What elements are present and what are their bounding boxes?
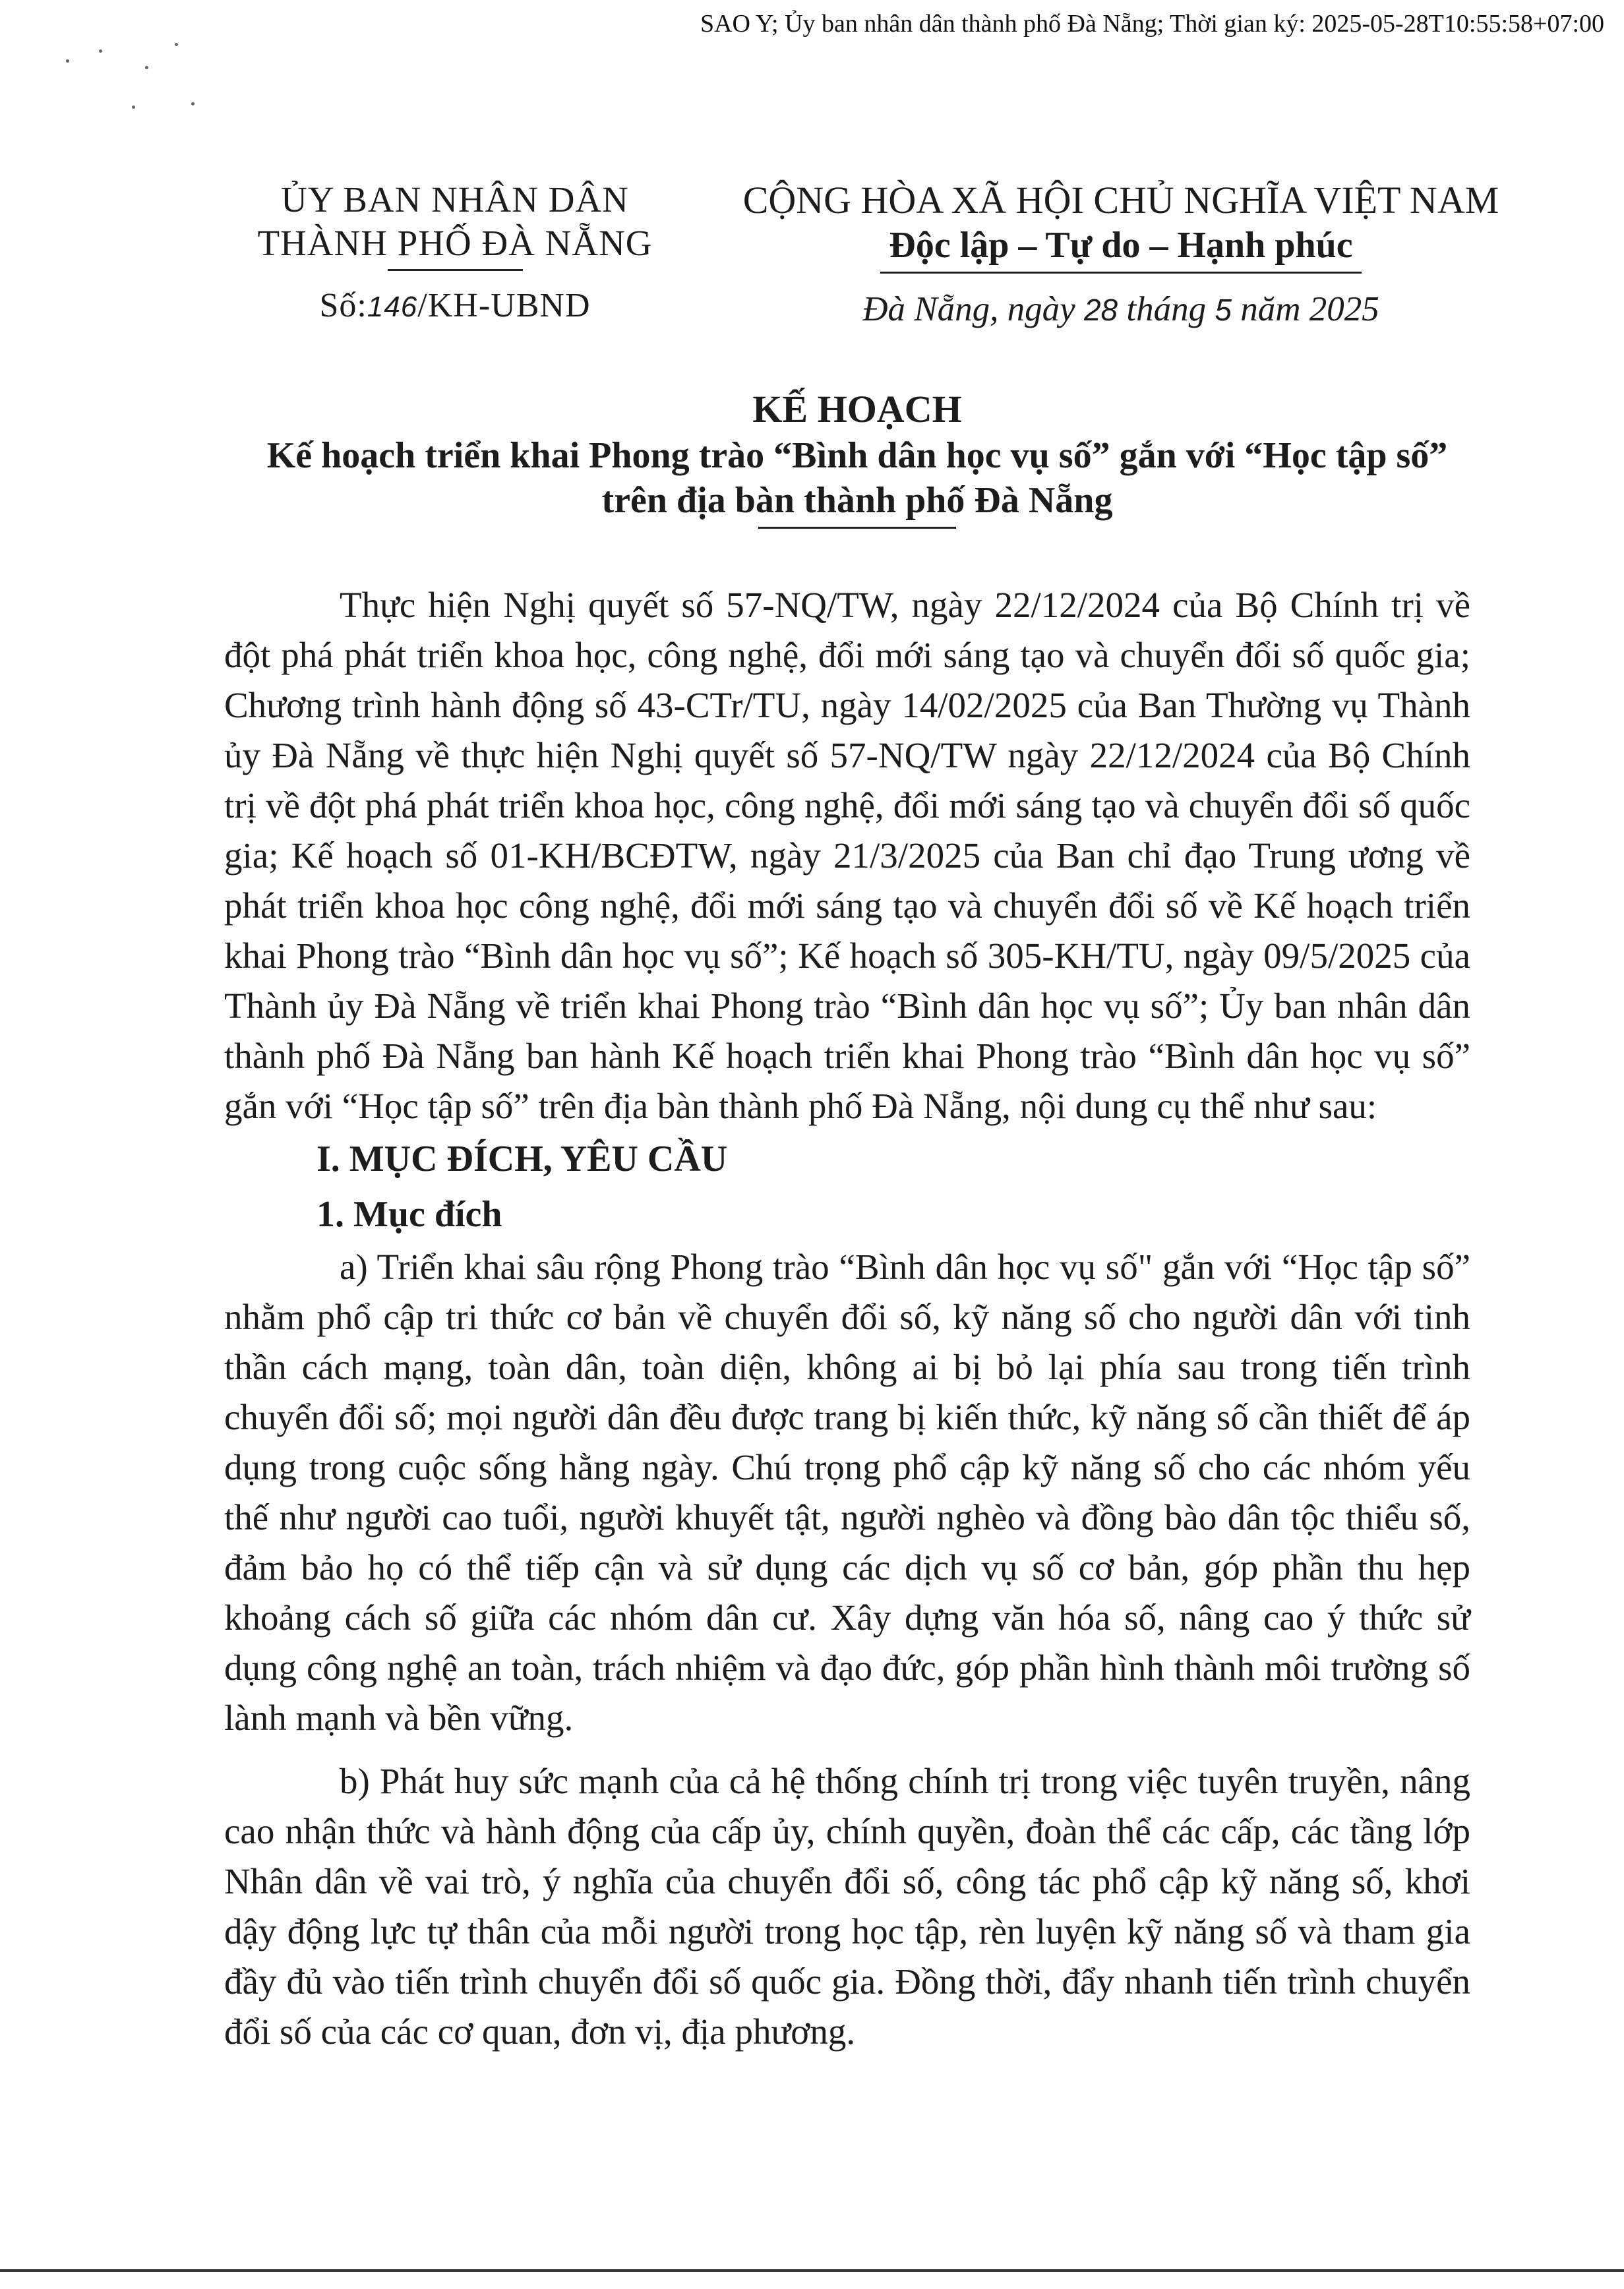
document-subject-line-2: trên địa bàn thành phố Đà Nẵng: [601, 480, 1113, 521]
scan-speck: [99, 49, 102, 53]
national-motto: Độc lập – Tự do – Hạnh phúc: [889, 225, 1353, 266]
intro-paragraph: Thực hiện Nghị quyết số 57-NQ/TW, ngày 22/12/2024 của Bộ Chính trị về đột phá phát triển khoa học, công nghệ, đổi mới sáng tạo và chuyển đổi số quốc gia; Chương trình hành động số 43-CTr/TU, ngày 14/02/2025 của Ban Thường vụ Thành ủy Đà Nẵng về thực hiện Nghị quyết số 57-NQ/TW ngày 22/12/2024 của Bộ Chính trị về đột phá phát triển khoa học, công nghệ, đổi mới sáng tạo và chuyển đổi số quốc gia; Kế hoạch số 01-KH/BCĐTW, ngày 21/3/2025 của Ban chỉ đạo Trung ương về phát triển khoa học công nghệ, đổi mới sáng tạo và chuyển đổi số về Kế hoạch triển khai Phong trào “Bình dân học vụ số”; Kế hoạch số 305-KH/TU, ngày 09/5/2025 của Thành ủy Đà Nẵng về triển khai Phong trào “Bình dân học vụ số”; Ủy ban nhân dân thành phố Đà Nẵng ban hành Kế hoạch triển khai Phong trào “Bình dân học vụ số” gắn với “Học tập số” trên địa bàn thành phố Đà Nẵng, nội dung cụ thể như sau:: [224, 585, 1470, 1126]
paragraph-a: a) Triển khai sâu rộng Phong trào “Bình dân học vụ số" gắn với “Học tập số” nhằm phổ cập tri thức cơ bản về chuyển đổi số, kỹ năng số cho người dân với tinh thần cách mạng, toàn dân, toàn diện, không ai bị bỏ lại phía sau trong tiến trình chuyển đổi số; mọi người dân đều được trang bị kiến thức, kỹ năng số cần thiết để áp dụng trong cuộc sống hằng ngày. Chú trọng phổ cập kỹ năng số cho các nhóm yếu thế như người cao tuổi, người khuyết tật, người nghèo và đồng bào dân tộc thiểu số, đảm bảo họ có thể tiếp cận và sử dụng các dịch vụ số cơ bản, góp phần thu hẹp khoảng cách số giữa các nhóm dân cư. Xây dựng văn hóa số, nâng cao ý thức sử dụng công nghệ an toàn, trách nhiệm và đạo đức, góp phần hình thành môi trường số lành mạnh và bền vững.: [224, 1247, 1470, 1738]
title-underline: [758, 527, 956, 529]
scan-speck: [145, 66, 148, 69]
scan-speck: [132, 105, 135, 109]
doc-number-suffix: /KH-UBND: [417, 287, 591, 324]
section-heading-1: I. MỤC ĐÍCH, YÊU CẦU: [316, 1139, 728, 1179]
paragraph-gap: [224, 1743, 1470, 1756]
document-title-block: [218, 386, 1497, 529]
document-body: [224, 580, 1470, 2057]
date-day: 28: [1083, 293, 1118, 327]
motto-underline: [880, 272, 1362, 274]
subsection-heading-1: 1. Mục đích: [316, 1194, 502, 1235]
scan-speck: [175, 43, 178, 46]
agency-underline: [388, 269, 523, 271]
national-heading-block: [706, 178, 1536, 332]
agency-line-2: THÀNH PHỐ ĐÀ NẴNG: [257, 223, 653, 263]
agency-line-1: ỦY BAN NHÂN DÂN: [281, 179, 629, 220]
document-number: [237, 284, 673, 329]
date-place: Đà Nẵng, ngày: [862, 290, 1075, 328]
scan-speck: [191, 102, 195, 105]
date-month: 5: [1215, 293, 1232, 327]
paragraph-b: b) Phát huy sức mạnh của cả hệ thống chính trị trong việc tuyên truyền, nâng cao nhận thức và hành động của cấp ủy, chính quyền, đoàn thể các cấp, các tầng lớp Nhân dân về vai trò, ý nghĩa của chuyển đổi số, công tác phổ cập kỹ năng số, khơi dậy động lực tự thân của mỗi người trong học tập, rèn luyện kỹ năng số và tham gia đầy đủ vào tiến trình chuyển đổi số quốc gia. Đồng thời, đẩy nhanh tiến trình chuyển đổi số của các cơ quan, đơn vị, địa phương.: [224, 1761, 1470, 2052]
issue-date: [706, 287, 1536, 332]
date-year: năm 2025: [1240, 290, 1379, 328]
doc-number-prefix: Số:: [319, 287, 367, 324]
digital-signature-stamp: SAO Y; Ủy ban nhân dân thành phố Đà Nẵng; Thời gian ký: 2025-05-28T10:55:58+07:00: [700, 10, 1604, 38]
issuing-agency-block: [237, 178, 673, 329]
nation-name: CỘNG HÒA XÃ HỘI CHỦ NGHĨA VIỆT NAM: [742, 179, 1499, 222]
date-month-word: tháng: [1126, 290, 1207, 328]
document-header: [0, 178, 1624, 376]
scan-specks: [59, 40, 218, 132]
scan-bottom-edge: [0, 2269, 1624, 2272]
document-subject-line-1: Kế hoạch triển khai Phong trào “Bình dân học vụ số” gắn với “Học tập số”: [266, 435, 1448, 476]
scan-speck: [66, 59, 69, 63]
doc-number-handwritten: 146: [367, 291, 418, 323]
document-type-title: KẾ HOẠCH: [752, 388, 962, 431]
